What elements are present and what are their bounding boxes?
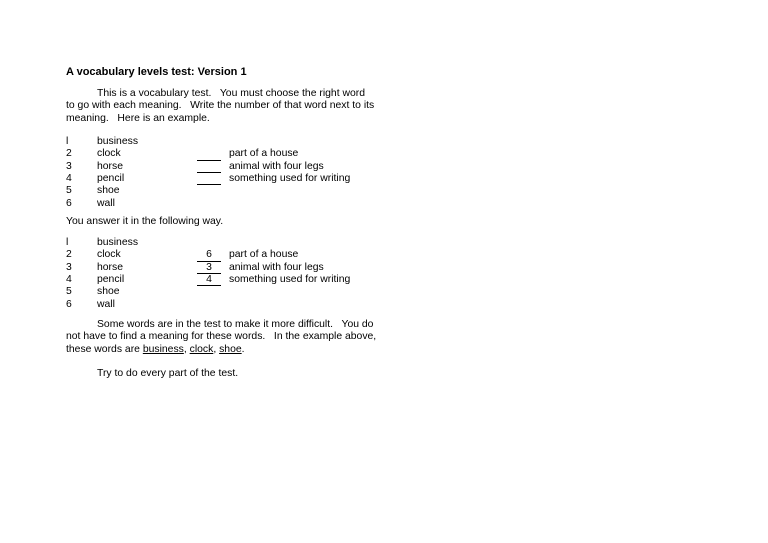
answered-list	[0, 237, 400, 311]
word-number: 3	[66, 160, 72, 172]
list-item	[66, 299, 386, 311]
word: shoe	[97, 185, 120, 197]
word: business	[97, 237, 139, 248]
list-item	[66, 249, 386, 261]
example-list	[0, 136, 400, 210]
word-number: 4	[66, 172, 72, 184]
page-title: A vocabulary levels test: Version 1	[66, 66, 247, 78]
underlined-word: business	[142, 343, 184, 355]
list-item	[66, 173, 386, 185]
word: wall	[97, 298, 115, 310]
answer-blank[interactable]	[197, 148, 221, 160]
meaning: animal with four legs	[229, 261, 324, 273]
word: clock	[97, 249, 121, 261]
list-item	[66, 286, 386, 298]
word-number: 6	[66, 298, 72, 310]
word: pencil	[97, 273, 125, 285]
meaning: animal with four legs	[229, 160, 324, 172]
word: horse	[97, 160, 123, 172]
explain-paragraph	[66, 319, 396, 356]
list-item	[66, 237, 386, 249]
intro-line: to go with each meaning. Write the number of that word next to its	[66, 100, 375, 112]
word-number: 6	[66, 197, 72, 209]
text: ,	[213, 343, 220, 355]
list-item	[66, 185, 386, 197]
word: clock	[97, 148, 121, 160]
answer-value[interactable]: 4	[197, 274, 221, 286]
word: horse	[97, 261, 123, 273]
word-number: 5	[66, 185, 72, 197]
underlined-word: clock	[189, 343, 214, 355]
list-item	[66, 274, 386, 286]
word: wall	[97, 197, 115, 209]
word-number: 4	[66, 273, 72, 285]
answer-blank[interactable]	[197, 173, 221, 185]
word: business	[97, 136, 139, 147]
word-number: 5	[66, 286, 72, 298]
intro-line: meaning. Here is an example.	[66, 112, 210, 124]
list-item	[66, 262, 386, 274]
text: ,	[183, 343, 190, 355]
word-number: 2	[66, 249, 72, 261]
text: .	[241, 343, 245, 355]
closing-text: Try to do every part of the test.	[97, 368, 239, 379]
explain-line: not have to find a meaning for these words. In the example above,	[66, 331, 377, 343]
meaning: something used for writing	[229, 172, 351, 184]
answer-value[interactable]: 6	[197, 249, 221, 261]
word-number: l	[66, 136, 69, 147]
explain-line: Some words are in the test to make it more difficult. You do	[97, 319, 374, 330]
meaning: something used for writing	[229, 273, 351, 285]
list-item	[66, 148, 386, 160]
answer-blank[interactable]	[197, 161, 221, 173]
word: pencil	[97, 172, 125, 184]
underlined-word: shoe	[219, 343, 242, 355]
list-item	[66, 136, 386, 148]
answer-value[interactable]: 3	[197, 262, 221, 274]
explain-line	[66, 344, 396, 356]
list-item	[66, 161, 386, 173]
intro-line: This is a vocabulary test. You must choose the right word	[97, 88, 365, 99]
meaning: part of a house	[229, 249, 299, 261]
meaning: part of a house	[229, 148, 299, 160]
list-item	[66, 198, 386, 210]
word-number: 3	[66, 261, 72, 273]
word: shoe	[97, 286, 120, 298]
word-number: 2	[66, 148, 72, 160]
answer-intro: You answer it in the following way.	[66, 216, 224, 227]
intro-paragraph	[66, 88, 396, 125]
word-number: l	[66, 237, 69, 248]
text: these words are	[66, 343, 143, 355]
